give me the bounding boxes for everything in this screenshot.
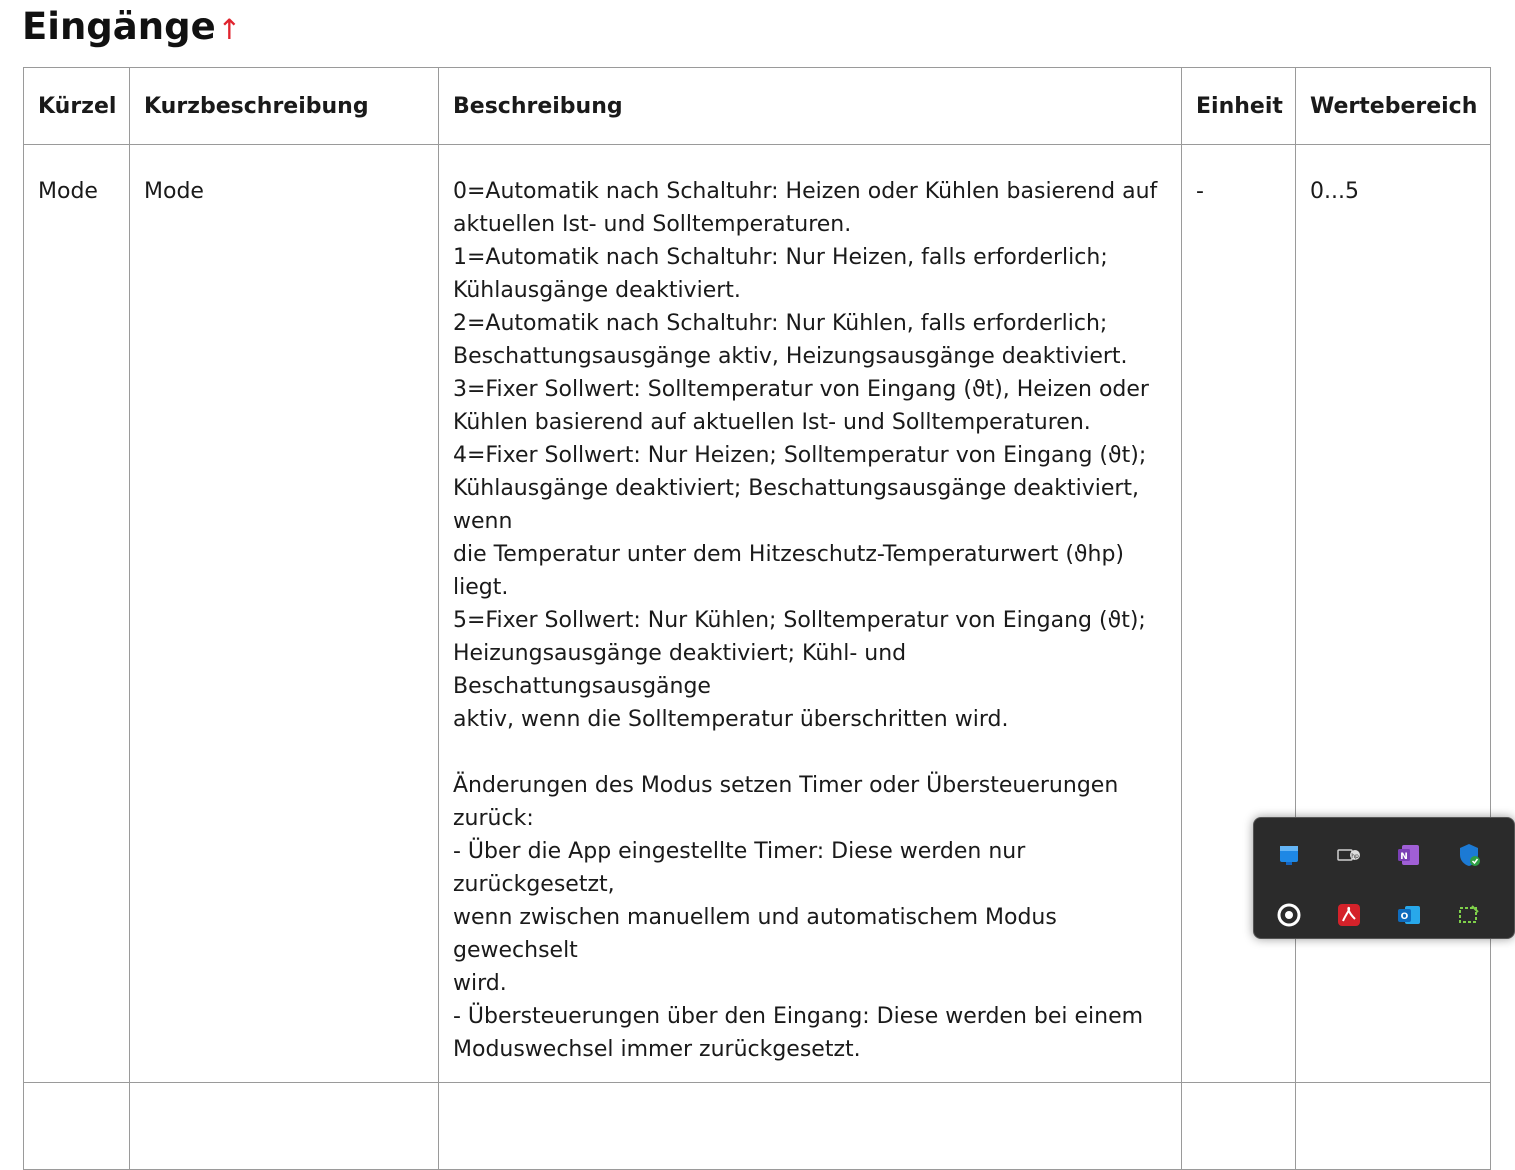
description-line: Kühlen basierend auf aktuellen Ist- und Solltemperaturen. — [453, 410, 1091, 435]
app-icon[interactable] — [1276, 902, 1302, 928]
cell-kurzbeschreibung: Mode — [130, 145, 439, 1083]
header-einheit: Einheit — [1182, 68, 1296, 145]
defender-shield-icon[interactable] — [1456, 842, 1482, 868]
table-row — [24, 145, 1491, 1083]
cell-beschreibung — [439, 145, 1182, 1083]
cell-empty — [1182, 1083, 1296, 1170]
table-row — [24, 1083, 1491, 1170]
outlook-icon[interactable] — [1396, 902, 1422, 928]
acrobat-icon[interactable] — [1336, 902, 1362, 928]
description-line: 5=Fixer Sollwert: Nur Kühlen; Solltemperatur von Eingang (ϑt); — [453, 608, 1146, 633]
header-beschreibung: Beschreibung — [439, 68, 1182, 145]
cell-wertebereich: 0...5 — [1296, 145, 1491, 1083]
description-line: 0=Automatik nach Schaltuhr: Heizen oder Kühlen basierend auf — [453, 179, 1158, 204]
description-line: aktiv, wenn die Solltemperatur überschritten wird. — [453, 707, 1009, 732]
snipping-icon[interactable] — [1456, 902, 1482, 928]
cell-empty — [130, 1083, 439, 1170]
description-line: Kühlausgänge deaktiviert; Beschattungsausgänge deaktiviert, wenn — [453, 476, 1140, 534]
svg-text:hp: hp — [1351, 853, 1359, 860]
header-kuerzel: Kürzel — [24, 68, 130, 145]
onenote-icon[interactable] — [1396, 842, 1422, 868]
description-line: aktuellen Ist- und Solltemperaturen. — [453, 212, 852, 237]
description-line: 2=Automatik nach Schaltuhr: Nur Kühlen, falls erforderlich; — [453, 311, 1108, 336]
cell-kuerzel: Mode — [24, 145, 130, 1083]
description-line: Kühlausgänge deaktiviert. — [453, 278, 741, 303]
back-to-top-link[interactable]: ↑ — [217, 13, 242, 46]
page-title — [22, 4, 241, 53]
system-tray-overflow-popup — [1253, 817, 1515, 939]
cell-einheit: - — [1182, 145, 1296, 1083]
description-line: Moduswechsel immer zurückgesetzt. — [453, 1037, 861, 1062]
description-line: Heizungsausgänge deaktiviert; Kühl- und Beschattungsausgänge — [453, 641, 907, 699]
description-line: Beschattungsausgänge aktiv, Heizungsausgänge deaktiviert. — [453, 344, 1128, 369]
description-line: 4=Fixer Sollwert: Nur Heizen; Solltemperatur von Eingang (ϑt); — [453, 443, 1147, 468]
description-line: wird. — [453, 971, 507, 996]
page-title-text: Eingänge — [22, 5, 216, 48]
description-line: 3=Fixer Sollwert: Solltemperatur von Eingang (ϑt), Heizen oder — [453, 377, 1149, 402]
svg-text:O: O — [1400, 912, 1409, 922]
cell-empty — [1296, 1083, 1491, 1170]
description-line: - Über die App eingestellte Timer: Diese werden nur zurückgesetzt, — [453, 839, 1026, 897]
description-line: 1=Automatik nach Schaltuhr: Nur Heizen, falls erforderlich; — [453, 245, 1108, 270]
windows-security-store-icon[interactable] — [1276, 842, 1302, 868]
description-spacer — [453, 736, 1167, 769]
inputs-table — [23, 67, 1491, 1170]
header-wertebereich: Wertebereich — [1296, 68, 1491, 145]
svg-text:N: N — [1400, 852, 1408, 862]
cell-empty — [24, 1083, 130, 1170]
description-line: die Temperatur unter dem Hitzeschutz-Temperaturwert (ϑhp) liegt. — [453, 542, 1125, 600]
description-line: Änderungen des Modus setzen Timer oder Übersteuerungen — [453, 773, 1119, 798]
cell-empty — [439, 1083, 1182, 1170]
description-line: zurück: — [453, 806, 534, 831]
header-kurzbeschreibung: Kurzbeschreibung — [130, 68, 439, 145]
description-line: - Übersteuerungen über den Eingang: Diese werden bei einem — [453, 1004, 1144, 1029]
hp-icon[interactable] — [1336, 842, 1362, 868]
description-line: wenn zwischen manuellem und automatischem Modus gewechselt — [453, 905, 1057, 963]
table-header-row — [24, 68, 1491, 145]
